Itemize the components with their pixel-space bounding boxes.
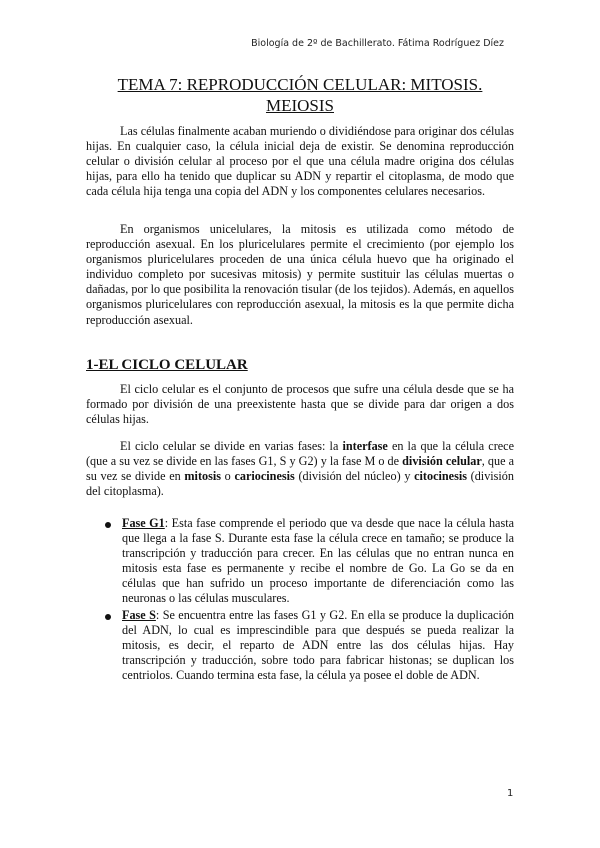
term-cariocinesis: cariocinesis: [234, 469, 295, 484]
list-item: [122, 608, 514, 683]
cycle-phases-paragraph: [86, 439, 514, 499]
bullet-icon: [105, 522, 111, 528]
term-interfase: interfase: [342, 439, 388, 453]
term-mitosis: mitosis: [184, 469, 221, 484]
phases-text-3: , que a su vez se divide en: [86, 454, 514, 484]
page-header: Biología de 2º de Bachillerato. Fátima Rodríguez Díez: [251, 38, 504, 49]
list-item: [122, 516, 514, 607]
page-number: 1: [507, 788, 514, 799]
section-heading: 1-EL CICLO CELULAR: [86, 357, 248, 373]
bullet-label: Fase S: [122, 607, 156, 622]
bullet-label: Fase G1: [122, 516, 165, 530]
cycle-definition-paragraph: El ciclo celular es el conjunto de procesos que sufre una célula desde que se ha formado por división de una preexistente hasta que se divide para dar origen a dos células hijas.: [86, 382, 514, 427]
term-division-celular: división celular: [402, 454, 482, 469]
phases-bullet-list: [122, 516, 514, 684]
document-title: TEMA 7: REPRODUCCIÓN CELULAR: MITOSIS. MEIOSIS: [117, 75, 483, 115]
intro-paragraph-1: Las células finalmente acaban muriendo o dividiéndose para originar dos células hijas. En cualquier caso, la célula inicial deja de existir. Se denomina reproducción celular o división celular al proceso por el que una célula madre origina dos células hijas, para ello ha tenido que duplicar su ADN y repartir el citoplasma, de modo que cada célula hija tenga una copia del ADN y los componentes celulares necesarios.: [86, 124, 514, 199]
phases-text-2: en la que la célula crece (que a su vez se divide en las fases G1, S y G2) y la fase M o de: [86, 439, 514, 469]
bullet-icon: [105, 614, 111, 620]
phases-text-1: El ciclo celular se divide en varias fases: la: [120, 439, 343, 453]
phases-text-6: (división del citoplasma).: [86, 469, 514, 499]
bullet-text: : Esta fase comprende el periodo que va desde que nace la célula hasta que llega a la fase S. Durante esta fase la célula crece en tamaño; se produce la transcripción y traducción para crecer. En las células que no entran nunca en mitosis esta fase es permanente y recibe el nombre de Go. La Go se da en células que han sufrido un proceso importante de diferenciación como las neuronas o las células musculares.: [122, 516, 515, 606]
phases-text-5: (división del núcleo) y: [294, 469, 415, 484]
intro-paragraph-2: En organismos unicelulares, la mitosis es utilizada como método de reproducción asexual. En los pluricelulares permite el crecimiento (por ejemplo los organismos pluricelulares proceden de una única célula huevo que ha originado el individuo completo por sucesivas mitosis) y permite sustituir las células muertas o dañadas, por lo que posibilita la renovación tisular (de los tejidos). Además, en aquellos organismos pluricelulares con reproducción asexual, la mitosis es la que permite dicha reproducción asexual.: [86, 222, 514, 327]
term-citocinesis: citocinesis: [414, 469, 467, 484]
bullet-text: : Se encuentra entre las fases G1 y G2. En ella se produce la duplicación del ADN, lo cual es imprescindible para que después se pueda realizar la mitosis, es decir, el reparto de ADN entre las dos células hijas. Hay transcripción y traducción, sobre todo para fabricar histonas; se duplican los centriolos. Cuando termina esta fase, la célula ya posee el doble de ADN.: [122, 607, 515, 682]
phases-text-4: o: [220, 469, 235, 484]
